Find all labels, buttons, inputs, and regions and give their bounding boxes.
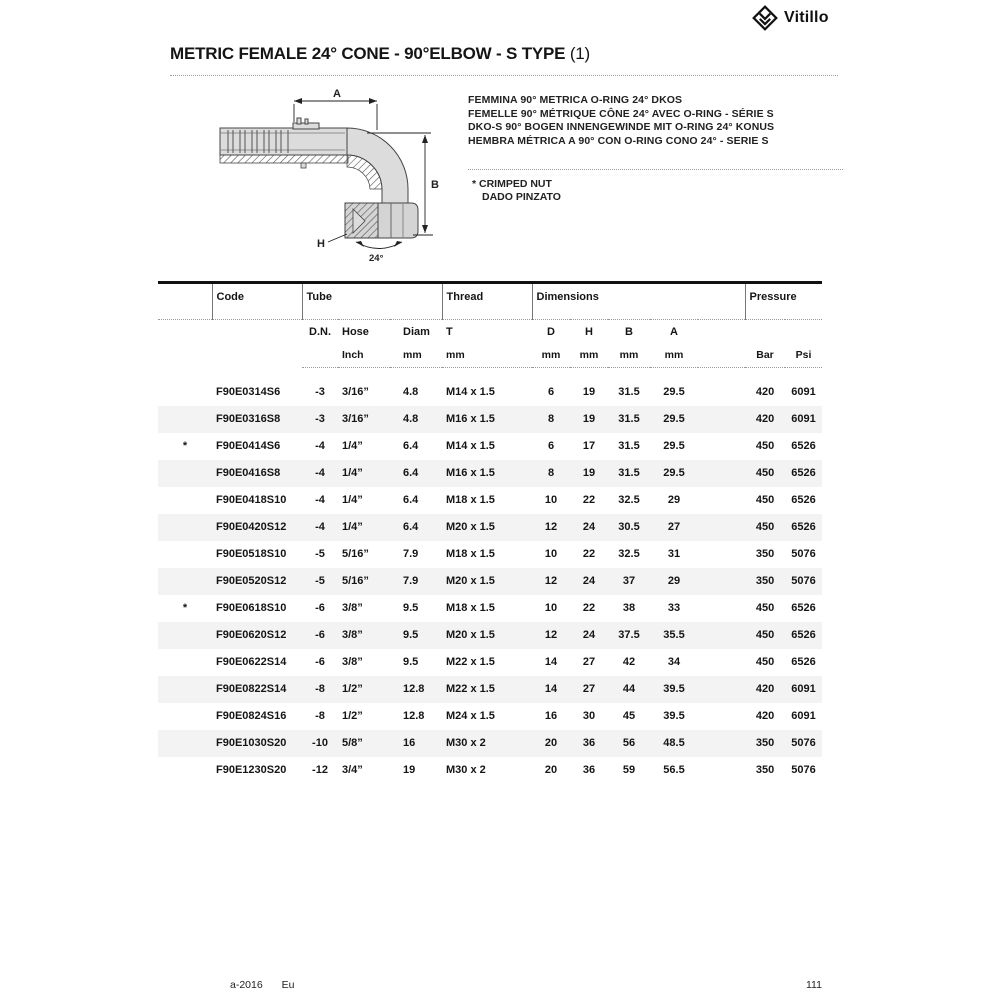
cell-code: F90E0416S8 [216,467,281,479]
cell-d: 16 [544,710,558,722]
cell-d: 10 [544,548,558,560]
cell-b: 37 [622,575,636,587]
row-marker [158,676,212,703]
row-marker [158,406,212,433]
cell-thread: M16 x 1.5 [446,467,495,479]
cell-d: 14 [544,656,558,668]
cell-hose: 3/4” [342,764,363,776]
cell-code: F90E0822S14 [216,683,287,695]
spacer-row [158,368,822,379]
cell-filler [698,433,745,460]
cell-psi: 6526 [791,602,816,614]
cell-b: 31.5 [618,386,640,398]
cell-bar: 450 [755,602,775,614]
cell-thread: M20 x 1.5 [446,521,495,533]
cell-code: F90E0618S10 [216,602,287,614]
cell-thread: M22 x 1.5 [446,683,495,695]
brand-name: Vitillo [784,9,829,26]
cell-filler [698,703,745,730]
cell-filler [698,757,745,784]
description-divider [468,169,843,170]
cell-a: 35.5 [663,629,685,641]
table-row [158,406,822,433]
cell-d: 20 [544,764,558,776]
cell-code: F90E0520S12 [216,575,287,587]
marker-group-header [158,283,212,320]
cell-a: 31 [667,548,681,560]
cell-a: 29.5 [663,467,685,479]
table-row [158,622,822,649]
cell-d: 6 [547,386,555,398]
cell-thread: M20 x 1.5 [446,629,495,641]
cell-diam: 6.4 [403,467,419,479]
cell-psi: 6526 [791,467,816,479]
cell-diam: 12.8 [403,683,425,695]
cell-psi: 6526 [791,629,816,641]
cell-diam: 16 [403,737,416,749]
cell-a: 29 [667,575,681,587]
cell-h: 22 [582,494,596,506]
cell-d: 12 [544,521,558,533]
cell-diam: 9.5 [403,629,419,641]
cell-filler [698,541,745,568]
row-marker [158,541,212,568]
unit-h: mm [570,344,608,368]
row-marker [158,568,212,595]
cell-h: 19 [582,413,596,425]
row-marker: * [182,440,188,452]
page-title [170,44,590,64]
cell-code: F90E0314S6 [216,386,281,398]
cell-d: 6 [547,440,555,452]
cell-b: 56 [622,737,636,749]
row-marker [158,757,212,784]
cell-b: 31.5 [618,440,640,452]
table-row [158,703,822,730]
cell-h: 27 [582,656,596,668]
group-header-dimensions: Dimensions [532,283,745,320]
cone-angle-label: 24° [369,253,384,264]
cell-h: 22 [582,548,596,560]
unit-header-row [158,344,822,368]
cell-b: 59 [622,764,636,776]
cell-dn: -5 [315,575,325,587]
cell-code: F90E0518S10 [216,548,287,560]
group-header-code: Code [212,283,302,320]
table-row [158,541,822,568]
brand-logo [752,5,829,31]
cell-hose: 1/2” [342,683,363,695]
cell-dn: -6 [315,629,325,641]
cell-a: 39.5 [663,710,685,722]
cell-dn: -3 [315,386,325,398]
description-it: FEMMINA 90° METRICA O-RING 24° DKOS [468,94,683,106]
cell-a: 27 [667,521,681,533]
table-row [158,433,822,460]
cell-bar: 450 [755,440,775,452]
cell-a: 33 [667,602,681,614]
row-marker [158,622,212,649]
table-row [158,568,822,595]
cell-d: 12 [544,629,558,641]
note-line-1: * CRIMPED NUT [472,178,552,190]
cell-thread: M30 x 2 [446,764,486,776]
cell-dn: -4 [315,494,325,506]
cell-filler [698,487,745,514]
cell-d: 20 [544,737,558,749]
cell-filler [698,379,745,406]
cell-b: 38 [622,602,636,614]
page-number: 111 [806,979,822,991]
row-marker [158,649,212,676]
col-header-hose: Hose [342,325,369,338]
row-marker [158,703,212,730]
cell-dn: -4 [315,467,325,479]
cell-a: 29.5 [663,413,685,425]
cell-h: 30 [582,710,596,722]
cell-psi: 5076 [791,575,816,587]
cell-hose: 5/16” [342,548,369,560]
cell-hose: 1/4” [342,440,363,452]
cell-h: 24 [582,575,596,587]
cell-filler [698,460,745,487]
cell-psi: 6091 [791,710,816,722]
cell-diam: 12.8 [403,710,425,722]
cell-psi: 6526 [791,656,816,668]
unit-d: mm [532,344,570,368]
footer-region: Eu [281,979,295,991]
table-row [158,460,822,487]
col-header-dn: D.N. [309,325,331,338]
cell-psi: 6526 [791,440,816,452]
fitting-technical-drawing [195,85,455,265]
group-header-row [158,283,822,320]
cell-filler [698,730,745,757]
column-header-row [158,320,822,344]
crimped-nut-note [472,178,561,204]
cell-bar: 350 [755,737,775,749]
cell-code: F90E0414S6 [216,440,281,452]
cell-psi: 6091 [791,386,816,398]
cell-hose: 5/16” [342,575,369,587]
cell-code: F90E0824S16 [216,710,287,722]
cell-filler [698,595,745,622]
cell-filler [698,514,745,541]
cell-diam: 6.4 [403,521,419,533]
cell-h: 19 [582,467,596,479]
cell-filler [698,568,745,595]
note-line-2: DADO PINZATO [482,191,561,203]
cell-diam: 6.4 [403,494,419,506]
cell-b: 31.5 [618,413,640,425]
cell-diam: 7.9 [403,575,419,587]
cell-code: F90E0620S12 [216,629,287,641]
cell-bar: 420 [755,413,775,425]
cell-a: 39.5 [663,683,685,695]
cell-hose: 1/4” [342,494,363,506]
cell-d: 10 [544,494,558,506]
cell-b: 32.5 [618,548,640,560]
cell-psi: 6526 [791,494,816,506]
cell-b: 31.5 [618,467,640,479]
col-header-a: A [670,325,678,338]
row-marker [158,514,212,541]
footer-edition-code: a-2016 [230,979,263,991]
cell-h: 27 [582,683,596,695]
cell-b: 37.5 [618,629,640,641]
cell-code: F90E1230S20 [216,764,287,776]
cell-hose: 3/8” [342,602,363,614]
cell-h: 24 [582,521,596,533]
cell-a: 48.5 [663,737,685,749]
dim-h-label: H [317,238,325,250]
cell-b: 30.5 [618,521,640,533]
cell-b: 32.5 [618,494,640,506]
cell-diam: 4.8 [403,386,419,398]
footer-edition [230,979,294,991]
cell-code: F90E1030S20 [216,737,287,749]
cell-d: 8 [547,467,555,479]
specs-table-wrap [158,281,822,784]
col-header-d: D [547,325,555,338]
group-header-pressure: Pressure [745,283,822,320]
cell-thread: M30 x 2 [446,737,486,749]
col-header-t: T [446,325,453,338]
table-row [158,379,822,406]
cell-thread: M20 x 1.5 [446,575,495,587]
cell-diam: 19 [403,764,416,776]
title-divider [170,75,838,76]
col-header-h: H [585,325,593,338]
cell-thread: M16 x 1.5 [446,413,495,425]
cell-hose: 3/8” [342,629,363,641]
cell-thread: M24 x 1.5 [446,710,495,722]
unit-b: mm [608,344,650,368]
table-row [158,757,822,784]
cell-hose: 1/4” [342,521,363,533]
table-row [158,676,822,703]
unit-psi: Psi [785,344,822,368]
cell-bar: 450 [755,494,775,506]
specs-table [158,281,822,784]
cell-dn: -4 [315,440,325,452]
cell-hose: 3/16” [342,413,369,425]
cell-psi: 6091 [791,413,816,425]
row-marker [158,379,212,406]
table-row [158,649,822,676]
cell-code: F90E0622S14 [216,656,287,668]
cell-thread: M18 x 1.5 [446,494,495,506]
cell-bar: 420 [755,386,775,398]
cell-b: 42 [622,656,636,668]
cell-diam: 9.5 [403,656,419,668]
table-row [158,730,822,757]
unit-bar: Bar [745,344,785,368]
cell-dn: -6 [315,656,325,668]
cell-a: 34 [667,656,681,668]
cell-code: F90E0316S8 [216,413,281,425]
cell-diam: 6.4 [403,440,419,452]
cell-d: 14 [544,683,558,695]
cell-bar: 350 [755,548,775,560]
crimped-shell-hatch [220,155,348,163]
cell-diam: 7.9 [403,548,419,560]
cell-dn: -12 [312,764,328,776]
cell-code: F90E0418S10 [216,494,287,506]
cell-bar: 450 [755,629,775,641]
cell-a: 29 [667,494,681,506]
dim-a-label: A [333,88,341,100]
description-es: HEMBRA MÉTRICA A 90° CON O-RING CONO 24° - SERIE S [468,134,769,147]
col-header-diam: Diam [403,325,430,338]
cell-thread: M22 x 1.5 [446,656,495,668]
cell-dn: -3 [315,413,325,425]
cell-psi: 6091 [791,683,816,695]
cell-hose: 3/8” [342,656,363,668]
cell-bar: 450 [755,467,775,479]
cell-code: F90E0420S12 [216,521,287,533]
cell-d: 12 [544,575,558,587]
page-title-text: METRIC FEMALE 24° CONE - 90°ELBOW - S TYPE [170,44,566,63]
table-row [158,595,822,622]
row-marker: * [182,602,188,614]
cell-h: 19 [582,386,596,398]
cell-a: 29.5 [663,386,685,398]
cell-dn: -10 [312,737,328,749]
page-title-suffix: (1) [569,44,591,63]
group-header-tube: Tube [302,283,442,320]
cell-psi: 5076 [791,548,816,560]
cell-dn: -5 [315,548,325,560]
cell-b: 44 [622,683,636,695]
cell-b: 45 [622,710,636,722]
cell-hose: 3/16” [342,386,369,398]
unit-hose: Inch [338,344,390,368]
cell-bar: 450 [755,521,775,533]
cell-h: 24 [582,629,596,641]
description-block [468,94,774,148]
cell-diam: 4.8 [403,413,419,425]
cell-filler [698,676,745,703]
cell-filler [698,622,745,649]
table-row [158,487,822,514]
row-marker [158,730,212,757]
row-marker [158,487,212,514]
unit-a: mm [650,344,698,368]
cell-thread: M14 x 1.5 [446,440,495,452]
cell-thread: M18 x 1.5 [446,602,495,614]
group-header-thread: Thread [442,283,532,320]
cell-bar: 420 [755,683,775,695]
cell-hose: 5/8” [342,737,363,749]
cell-h: 22 [582,602,596,614]
cell-bar: 350 [755,575,775,587]
cell-a: 29.5 [663,440,685,452]
cell-bar: 450 [755,656,775,668]
cell-filler [698,406,745,433]
cell-a: 56.5 [663,764,685,776]
dim-b-label: B [431,179,439,191]
unit-t: mm [442,344,532,368]
unit-diam: mm [390,344,442,368]
cell-filler [698,649,745,676]
col-header-b: B [625,325,633,338]
description-de: DKO-S 90° BOGEN INNENGEWINDE MIT O-RING 24° KONUS [468,121,775,133]
table-row [158,514,822,541]
cell-h: 17 [582,440,596,452]
cell-bar: 420 [755,710,775,722]
cell-h: 36 [582,737,596,749]
description-fr: FEMELLE 90° MÉTRIQUE CÔNE 24° AVEC O-RING - SÉRIE S [468,107,774,120]
cell-diam: 9.5 [403,602,419,614]
cell-psi: 5076 [791,737,816,749]
cell-dn: -4 [315,521,325,533]
cell-thread: M18 x 1.5 [446,548,495,560]
table-body [158,368,822,784]
cell-hose: 1/2” [342,710,363,722]
cell-bar: 350 [755,764,775,776]
cell-psi: 6526 [791,521,816,533]
vitillo-logo-icon [752,5,778,31]
cell-dn: -8 [315,683,325,695]
cell-psi: 5076 [791,764,816,776]
hose-body [220,128,348,155]
cell-d: 10 [544,602,558,614]
cell-hose: 1/4” [342,467,363,479]
cell-dn: -6 [315,602,325,614]
cell-h: 36 [582,764,596,776]
row-marker [158,460,212,487]
cell-d: 8 [547,413,555,425]
cell-thread: M14 x 1.5 [446,386,495,398]
cell-dn: -8 [315,710,325,722]
